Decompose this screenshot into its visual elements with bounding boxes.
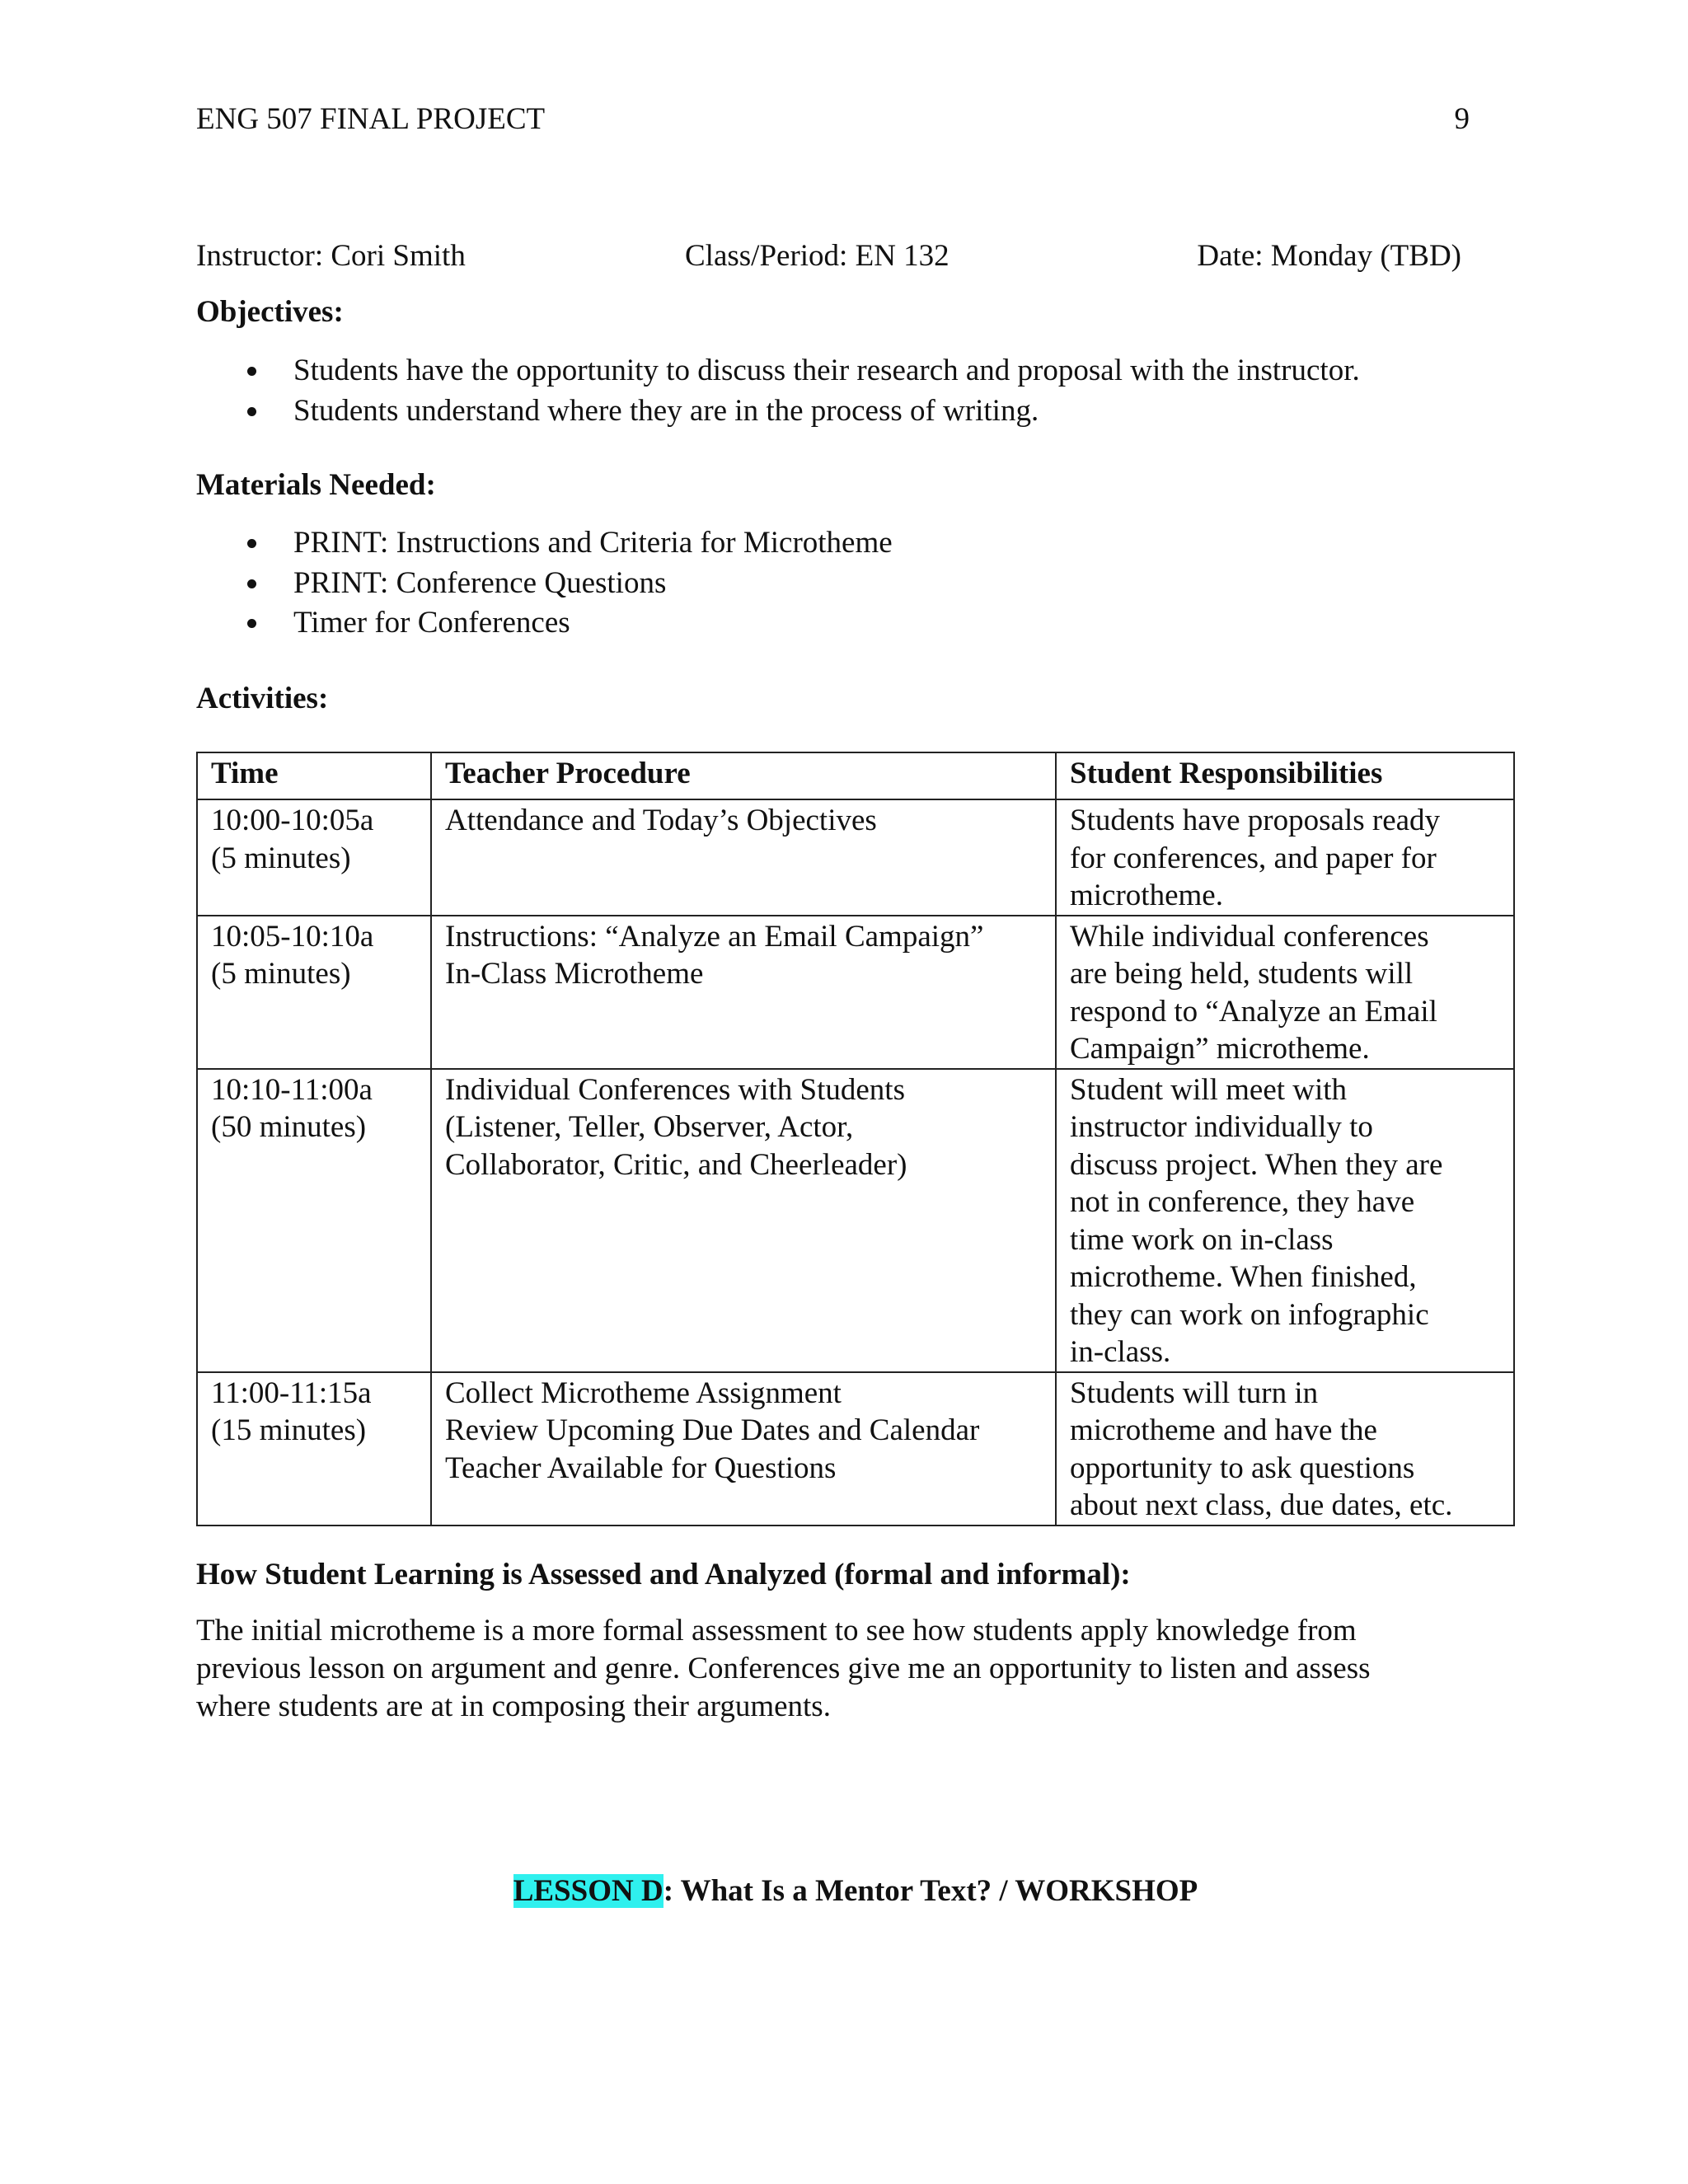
list-item: [196, 603, 893, 644]
time-cell: 10:10-11:00a (50 minutes): [197, 1069, 431, 1372]
time-cell: 11:00-11:15a (15 minutes): [197, 1372, 431, 1526]
student-cell: Students have proposals ready for conferences, and paper for microtheme.: [1056, 799, 1514, 916]
teacher-cell: Instructions: “Analyze an Email Campaign” In-Class Microtheme: [431, 916, 1056, 1069]
lesson-info-row: [196, 236, 1461, 277]
list-item-text: PRINT: Conference Questions: [293, 565, 667, 600]
list-item: [196, 523, 893, 564]
column-header-teacher: Teacher Procedure: [431, 752, 1056, 799]
teacher-cell: Attendance and Today’s Objectives: [431, 799, 1056, 916]
objectives-list: [196, 351, 1360, 431]
activities-table: [196, 752, 1515, 1526]
lesson-label-highlight: LESSON D: [513, 1874, 663, 1908]
table-row: [197, 916, 1514, 1069]
list-item: [196, 351, 1360, 391]
bullet-icon: [247, 579, 256, 588]
time-cell: 10:00-10:05a (5 minutes): [197, 799, 431, 916]
instructor-text: Instructor: Cori Smith: [196, 239, 466, 273]
list-item: [196, 564, 893, 604]
list-item-text: PRINT: Instructions and Criteria for Microtheme: [293, 526, 893, 560]
date-text: Date: Monday (TBD): [1197, 239, 1461, 273]
student-cell: Student will meet with instructor individually to discuss project. When they are not in conference, they have time work on in-class microtheme. When finished, they can work on infographic in-class.: [1056, 1069, 1514, 1372]
teacher-cell: Individual Conferences with Students (Listener, Teller, Observer, Actor, Collaborator, Critic, and Cheerleader): [431, 1069, 1056, 1372]
bullet-icon: [247, 619, 256, 628]
time-cell: 10:05-10:10a (5 minutes): [197, 916, 431, 1069]
assessment-heading: How Student Learning is Assessed and Analyzed (formal and informal):: [196, 1558, 1131, 1591]
lesson-title: [196, 1871, 1515, 1912]
bullet-icon: [247, 407, 256, 416]
materials-list: [196, 523, 893, 644]
list-item-text: Students understand where they are in the process of writing.: [293, 393, 1039, 428]
page-number: 9: [1454, 102, 1470, 136]
bullet-icon: [247, 539, 256, 548]
student-cell: Students will turn in microtheme and have the opportunity to ask questions about next class, due dates, etc.: [1056, 1372, 1514, 1526]
objectives-heading: Objectives:: [196, 295, 344, 329]
column-header-student: Student Responsibilities: [1056, 752, 1514, 799]
assessment-paragraph: The initial microtheme is a more formal assessment to see how students apply knowledge from previous lesson on argument and genre. Conferences give me an opportunity to listen and assess where students are at in composing their arguments.: [196, 1614, 1371, 1723]
table-header-row: [197, 752, 1514, 799]
bullet-icon: [247, 367, 256, 376]
student-cell: While individual conferences are being held, students will respond to “Analyze an Email Campaign” microtheme.: [1056, 916, 1514, 1069]
list-item-text: Students have the opportunity to discuss their research and proposal with the instructor.: [293, 354, 1360, 387]
class-period-text: Class/Period: EN 132: [685, 239, 950, 273]
list-item-text: Timer for Conferences: [293, 606, 570, 640]
table-row: [197, 1372, 1514, 1526]
activities-heading: Activities:: [196, 682, 329, 715]
teacher-cell: Collect Microtheme Assignment Review Upcoming Due Dates and Calendar Teacher Available for Questions: [431, 1372, 1056, 1526]
materials-heading: Materials Needed:: [196, 468, 436, 502]
table-row: [197, 1069, 1514, 1372]
column-header-time: Time: [197, 752, 431, 799]
running-header: [196, 99, 1470, 140]
header-title: ENG 507 FINAL PROJECT: [196, 102, 546, 136]
lesson-title-text: : What Is a Mentor Text? / WORKSHOP: [663, 1874, 1198, 1908]
table-row: [197, 799, 1514, 916]
list-item: [196, 391, 1360, 432]
